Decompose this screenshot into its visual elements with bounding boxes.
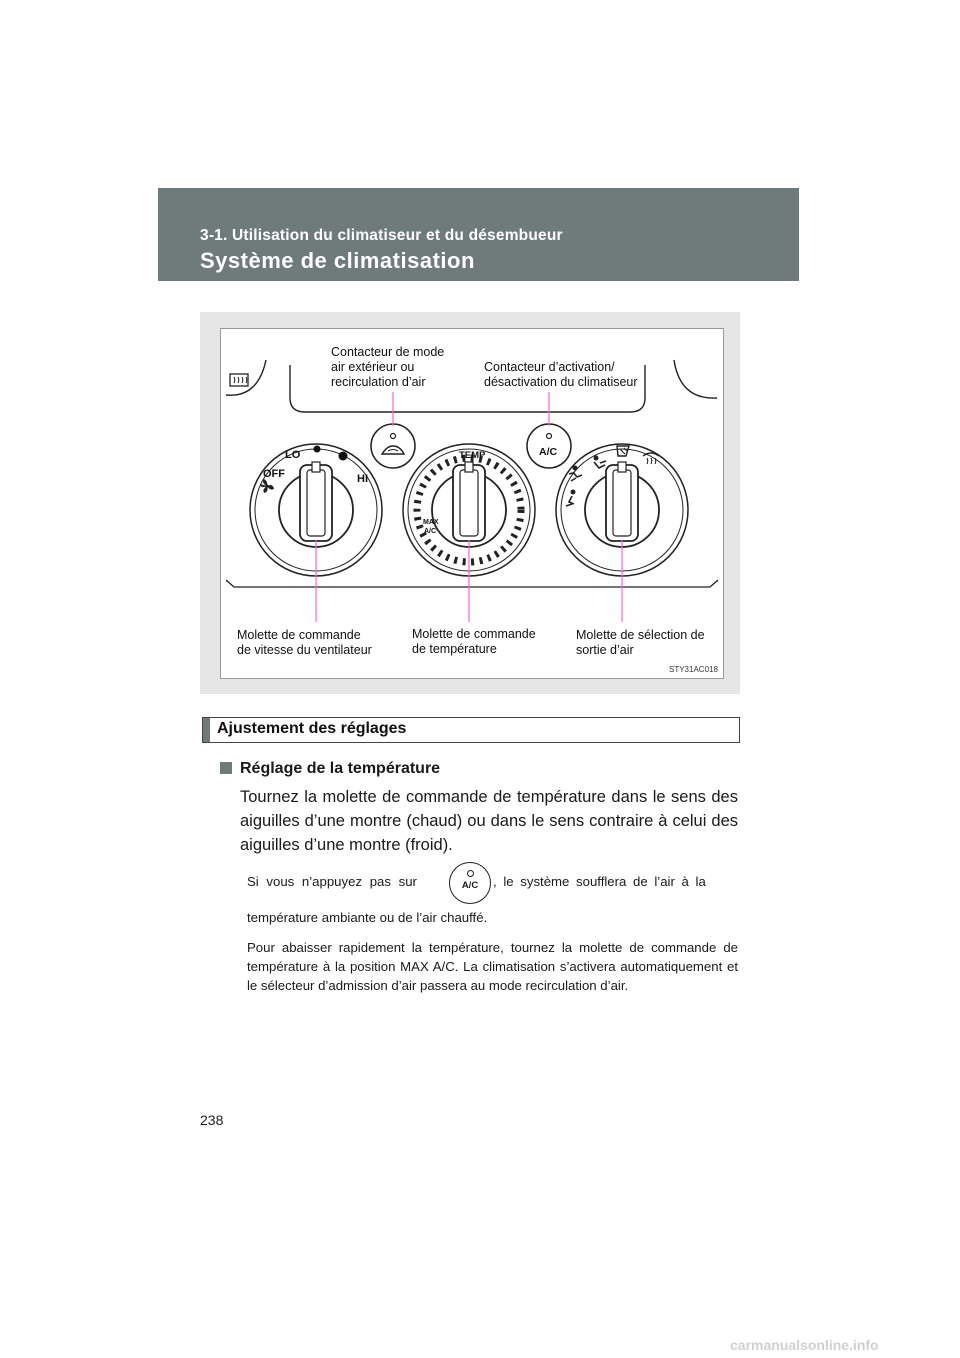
item-heading-label: Réglage de la température [240, 760, 441, 777]
lo-label: LO [285, 449, 301, 461]
callout-fan-knob: Molette de commande de vitesse du ventilateur [237, 628, 372, 657]
ac-button-label: A/C [539, 446, 558, 458]
watermark: carmanualsonline.info [730, 1337, 879, 1353]
section-subtitle: 3-1. Utilisation du climatiseur et du désembueur [200, 227, 563, 244]
fan-level-dot [339, 452, 348, 461]
subsection-heading-label: Ajustement des réglages [217, 720, 407, 737]
note1-line2: température ambiante ou de l’air chauffé. [247, 910, 488, 925]
note1-before: Si vous n’appuyez pas sur [247, 874, 417, 889]
callout-mode-switch: Contacteur de mode air extérieur ou recirculation d’air [331, 345, 445, 389]
callout-temp-knob: Molette de commande de température [412, 627, 536, 656]
inline-ac-label: A/C [461, 880, 479, 891]
off-label: OFF [263, 468, 285, 480]
figure-code: STY31AC018 [669, 665, 718, 674]
note2-paragraph: Pour abaisser rapidement la température, tournez la molette de commande de température à la position MAX A/C. La climatisation s’activera automatiquement et le sélecteur d’admission d’air passera au mode recirculation d’air. [247, 940, 738, 993]
callout-ac-switch: Contacteur d’activation/ désactivation du climatiseur [484, 360, 638, 389]
square-bullet-icon [220, 762, 232, 774]
fan-level-dot [314, 446, 321, 453]
page-title: Système de climatisation [200, 248, 475, 273]
right-vent-arc [674, 360, 717, 398]
page-number: 238 [200, 1112, 224, 1128]
temp-label: TEMP [459, 450, 486, 461]
subsection-heading [202, 717, 740, 743]
callout-outlet-knob: Molette de sélection de sortie d’air [576, 628, 705, 657]
max-label: MAX [423, 519, 439, 526]
recirculation-button [371, 424, 415, 468]
note1-after: , le système soufflera de l’air à la [493, 874, 706, 889]
max-ac-label: A/C [424, 528, 437, 535]
heading-accent [203, 718, 210, 742]
inline-ac-button-icon [449, 862, 491, 904]
body-paragraph: Tournez la molette de commande de température dans le sens des aiguilles d’une montre (chaud) ou dans le sens contraire à celui des aiguilles d’une montre (froid). [240, 788, 738, 854]
item-heading [220, 760, 440, 778]
rear-defogger-icon [230, 374, 248, 386]
panel-bottom-line [226, 580, 718, 587]
hi-label: HI [357, 473, 368, 485]
